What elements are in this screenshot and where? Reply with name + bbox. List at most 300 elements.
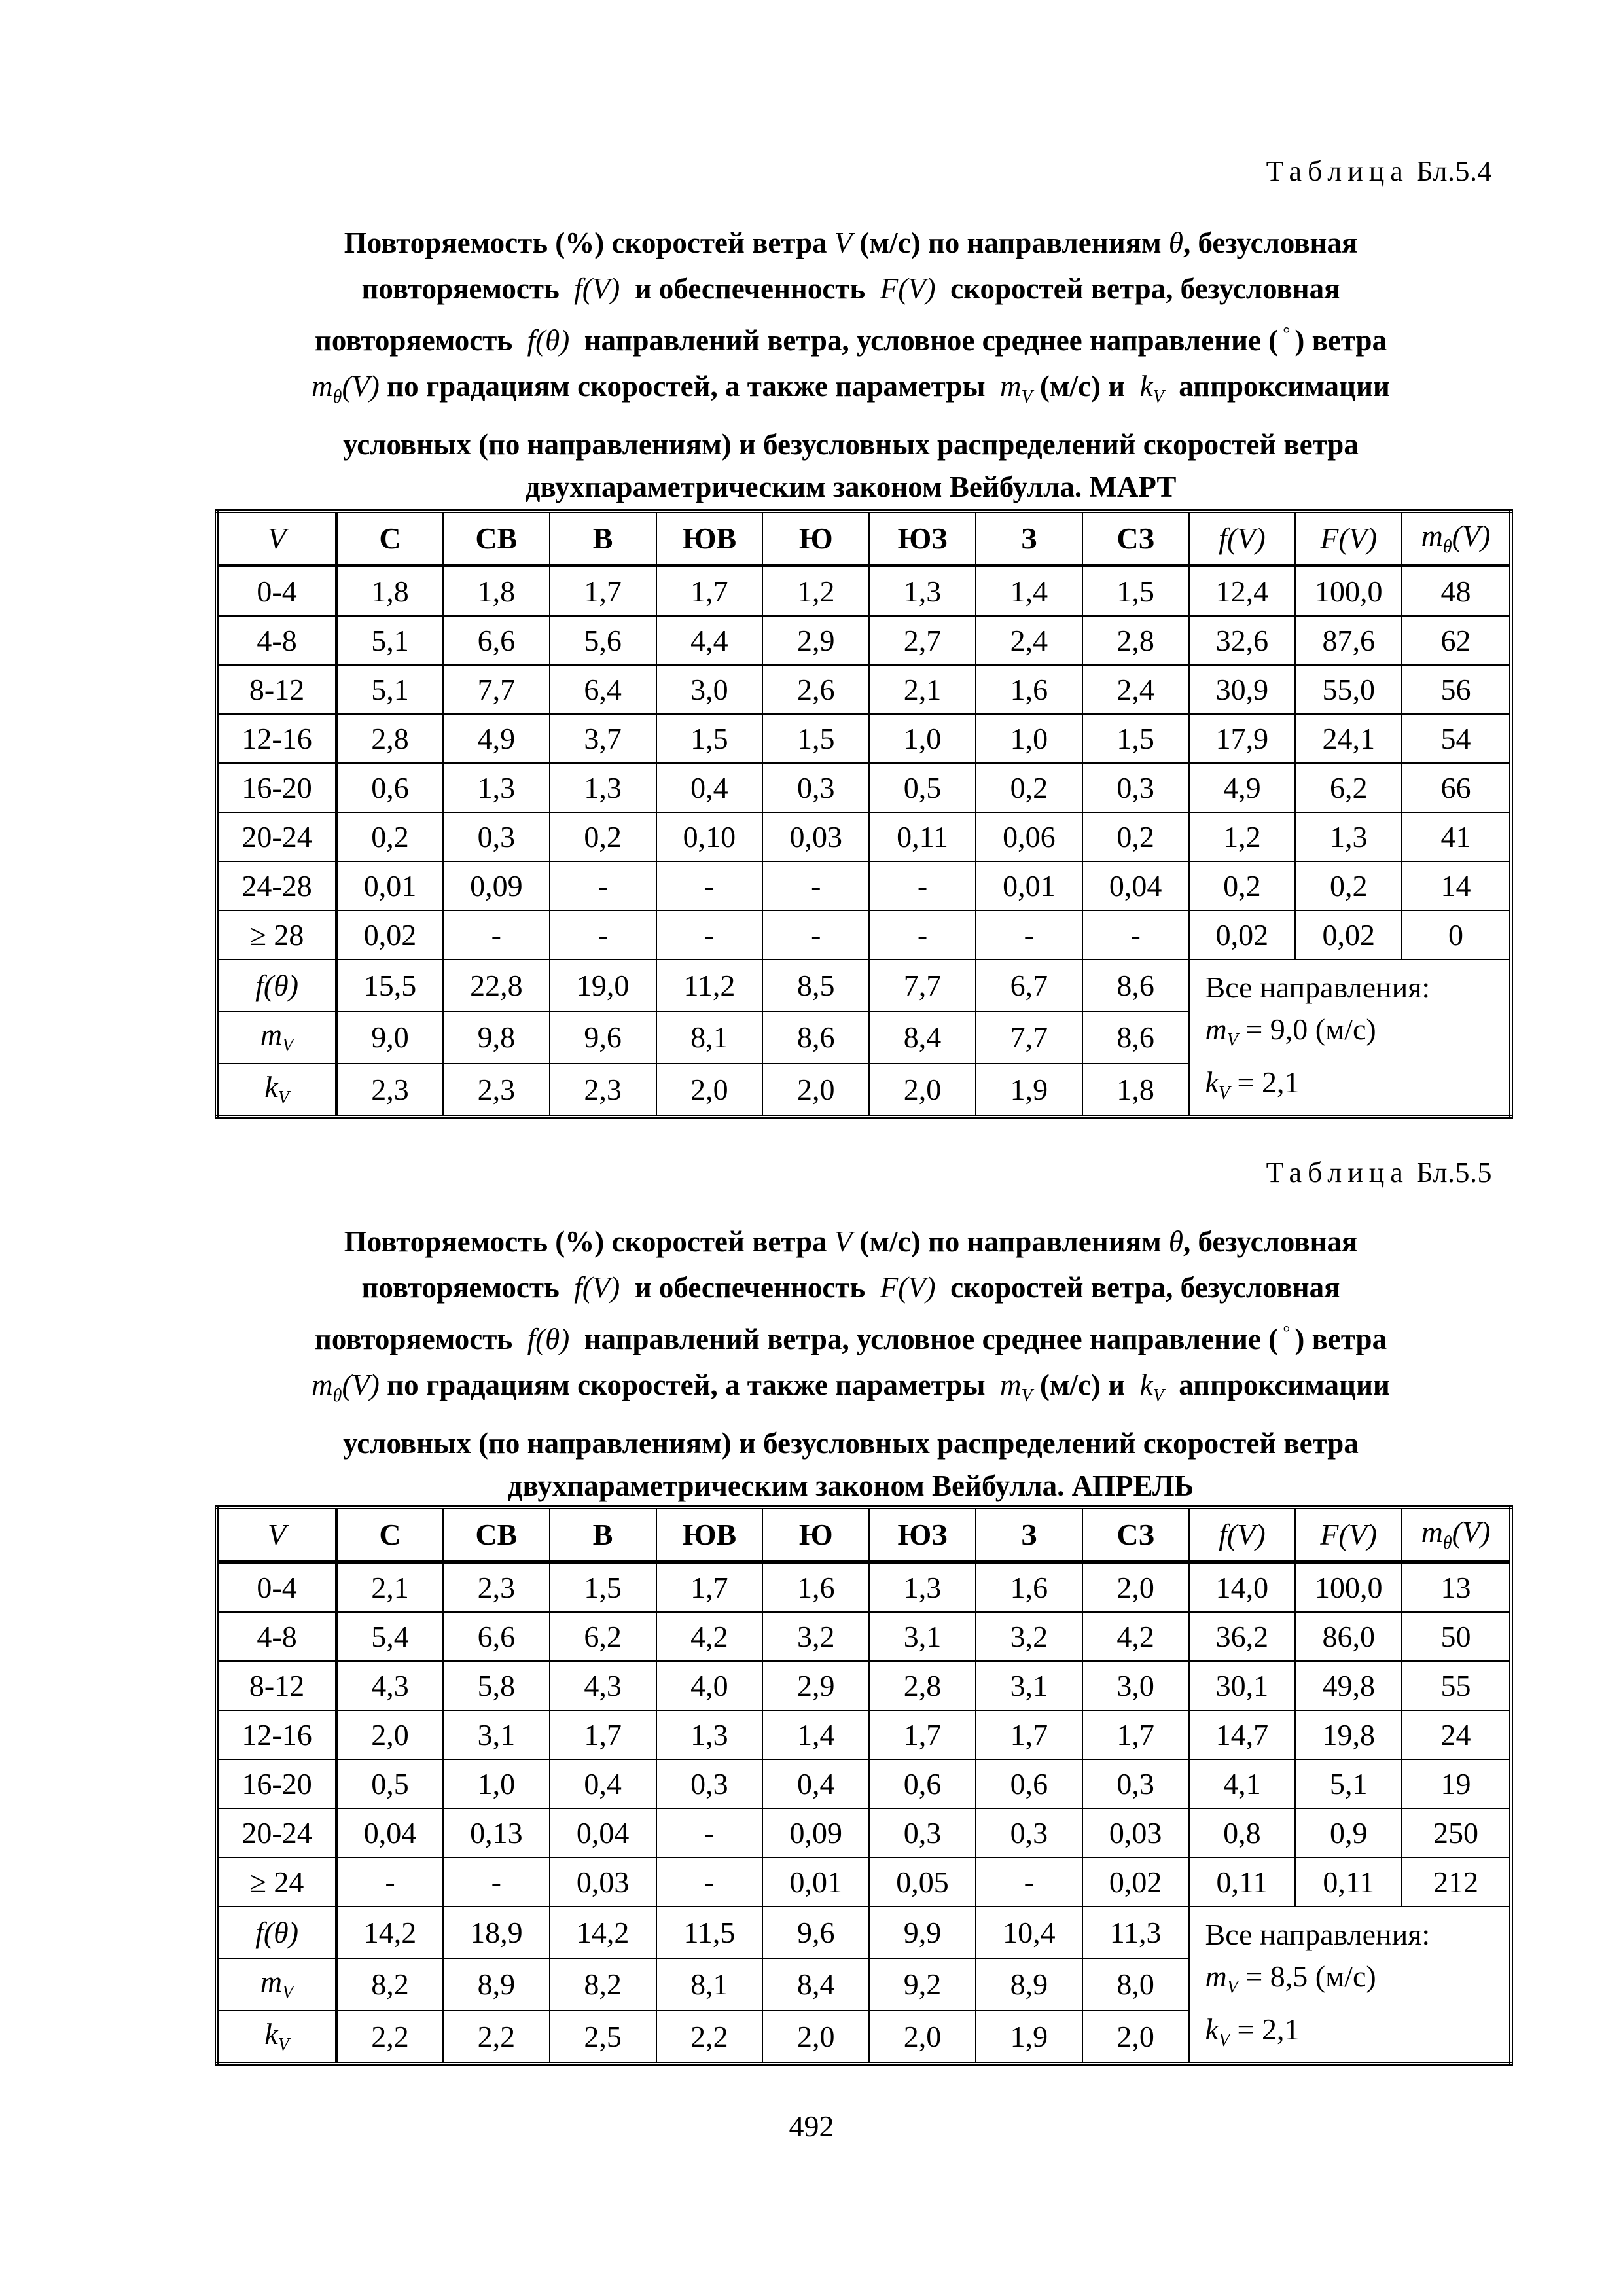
table-cell: 2,3	[443, 1562, 550, 1613]
table-cell: 2,0	[1082, 2011, 1189, 2064]
speed-range-cell: 20-24	[217, 1808, 336, 1857]
table-cell: 8,9	[976, 1958, 1082, 2010]
table-cell: 100,0	[1295, 1562, 1402, 1613]
table-cell: 17,9	[1189, 714, 1296, 763]
table-cell: 0,01	[762, 1857, 869, 1907]
table-cell: 0,5	[869, 763, 976, 812]
caption-text: скоростей ветра, безусловная	[950, 272, 1340, 305]
caption-text: и обеспеченность	[634, 272, 866, 305]
table-cell: 12,4	[1189, 566, 1296, 617]
column-header: В	[550, 511, 656, 566]
table-label	[1266, 1156, 1492, 1189]
table-cell: 14,2	[550, 1907, 656, 1958]
table-row	[217, 861, 1511, 910]
table-cell: 2,0	[869, 2011, 976, 2064]
all-kv-value: = 2,1	[1237, 1066, 1300, 1100]
table-cell: 2,1	[869, 665, 976, 714]
table-cell: 0,02	[1082, 1857, 1189, 1907]
table-cell: 1,5	[1082, 714, 1189, 763]
table-cell: 0,2	[1295, 861, 1402, 910]
table-cell: 1,7	[869, 1710, 976, 1759]
table-cell: 0,02	[1295, 910, 1402, 960]
speed-range-cell: 4-8	[217, 1612, 336, 1661]
column-header: СЗ	[1082, 1507, 1189, 1562]
table-cell: 1,3	[443, 763, 550, 812]
table-cell: 8,4	[762, 1958, 869, 2010]
caption-text: аппроксимации	[1179, 1369, 1390, 1401]
column-header: ЮВ	[656, 511, 763, 566]
table-cell: 4,9	[443, 714, 550, 763]
table-row	[217, 812, 1511, 861]
caption-text: повторяемость	[314, 324, 513, 357]
table-cell: 8,5	[762, 960, 869, 1011]
table-cell: 3,2	[762, 1612, 869, 1661]
table-row	[217, 665, 1511, 714]
table-cell: 32,6	[1189, 616, 1296, 665]
table-cell: 0,06	[976, 812, 1082, 861]
table-cell: 0,11	[1189, 1857, 1296, 1907]
table-cell: 15,5	[336, 960, 443, 1011]
parameter-row-f-theta	[217, 960, 1511, 1011]
table-cell: 0,03	[1082, 1808, 1189, 1857]
caption-text: повторяемость	[361, 272, 560, 305]
table-cell: 1,6	[976, 1562, 1082, 1613]
table-cell: 22,8	[443, 960, 550, 1011]
table-cell: 24	[1402, 1710, 1511, 1759]
caption-text: (м/с) и	[1039, 1369, 1126, 1401]
table-row	[217, 1661, 1511, 1710]
table-cell: 2,3	[550, 1064, 656, 1117]
table-cell: 10,4	[976, 1907, 1082, 1958]
wind-data-table	[215, 1505, 1513, 2066]
table-cell: 1,4	[762, 1710, 869, 1759]
parameter-label: f(θ)	[217, 960, 336, 1011]
all-directions-summary	[1189, 1907, 1511, 2064]
all-mv-value: = 8,5 (м/с)	[1245, 1960, 1376, 1993]
column-header: $m_\theta(V)$	[1402, 1507, 1511, 1562]
table-label	[1266, 154, 1492, 188]
table-cell: 4,4	[656, 616, 763, 665]
table-row	[217, 616, 1511, 665]
table-cell: 8,2	[550, 1958, 656, 2010]
column-header: З	[976, 1507, 1082, 1562]
table-row	[217, 1710, 1511, 1759]
table-cell: 86,0	[1295, 1612, 1402, 1661]
table-cell: 0,02	[336, 910, 443, 960]
table-cell: 6,7	[976, 960, 1082, 1011]
table-row	[217, 1612, 1511, 1661]
table-cell: 0,01	[976, 861, 1082, 910]
table-cell: 7,7	[869, 960, 976, 1011]
table-cell: 0,03	[550, 1857, 656, 1907]
table-cell: 0,10	[656, 812, 763, 861]
caption-text: условных (по направлениям) и безусловных распределений скоростей ветра	[343, 1427, 1359, 1460]
table-cell: 1,3	[656, 1710, 763, 1759]
column-header: F(V)	[1295, 511, 1402, 566]
caption-text: ) ветра	[1294, 324, 1387, 357]
table-cell: 1,6	[976, 665, 1082, 714]
table-cell: 1,8	[336, 566, 443, 617]
table-cell: 0,4	[550, 1759, 656, 1808]
column-header: ЮЗ	[869, 511, 976, 566]
table-cell: 19,0	[550, 960, 656, 1011]
table-cell: -	[443, 1857, 550, 1907]
table-cell: -	[1082, 910, 1189, 960]
table-cell: 8,0	[1082, 1958, 1189, 2010]
caption-text: направлений ветра, условное среднее направление (	[584, 324, 1279, 357]
parameter-row-f-theta	[217, 1907, 1511, 1958]
table-cell: 2,3	[336, 1064, 443, 1117]
table-cell: 1,5	[550, 1562, 656, 1613]
table-cell: 2,2	[336, 2011, 443, 2064]
table-cell: 1,0	[869, 714, 976, 763]
table-cell: 2,9	[762, 616, 869, 665]
table-cell: 4,3	[336, 1661, 443, 1710]
table-cell: 212	[1402, 1857, 1511, 1907]
table-cell: 8,2	[336, 1958, 443, 2010]
table-cell: 2,0	[762, 2011, 869, 2064]
table-cell: 4,2	[1082, 1612, 1189, 1661]
table-row	[217, 714, 1511, 763]
table-cell: 0,09	[762, 1808, 869, 1857]
all-directions-kv: $k_V = 2,1$	[1205, 2013, 1300, 2051]
table-cell: 4,9	[1189, 763, 1296, 812]
caption-text: двухпараметрическим законом Вейбулла. АПРЕЛЬ	[507, 1469, 1194, 1502]
table-cell: -	[550, 861, 656, 910]
table-cell: 9,2	[869, 1958, 976, 2010]
table-cell: 2,8	[869, 1661, 976, 1710]
table-cell: 2,6	[762, 665, 869, 714]
table-cell: 9,9	[869, 1907, 976, 1958]
speed-range-cell: 12-16	[217, 1710, 336, 1759]
table-cell: 14	[1402, 861, 1511, 910]
table-cell: 0,2	[550, 812, 656, 861]
table-cell: 4,1	[1189, 1759, 1296, 1808]
parameter-label: f(θ)	[217, 1907, 336, 1958]
table-cell: 2,2	[656, 2011, 763, 2064]
column-header: З	[976, 511, 1082, 566]
table-cell: 4,0	[656, 1661, 763, 1710]
table-cell: 250	[1402, 1808, 1511, 1857]
caption-text: по градациям скоростей, а также параметры	[387, 370, 986, 403]
table-cell: 49,8	[1295, 1661, 1402, 1710]
table-cell: 9,8	[443, 1011, 550, 1063]
table-cell: 3,0	[1082, 1661, 1189, 1710]
speed-range-cell: 16-20	[217, 1759, 336, 1808]
table-row	[217, 910, 1511, 960]
table-cell: 2,7	[869, 616, 976, 665]
table-cell: 11,3	[1082, 1907, 1189, 1958]
all-directions-summary	[1189, 960, 1511, 1117]
table-cell: 0,04	[550, 1808, 656, 1857]
table-cell: 6,2	[550, 1612, 656, 1661]
table-row	[217, 1857, 1511, 1907]
table-cell: 8,4	[869, 1011, 976, 1063]
table-cell: 24,1	[1295, 714, 1402, 763]
caption-text: скоростей ветра, безусловная	[950, 1271, 1340, 1304]
table-cell: 2,4	[976, 616, 1082, 665]
table-row	[217, 566, 1511, 617]
all-directions-kv: $k_V = 2,1$	[1205, 1066, 1300, 1104]
table-cell: -	[656, 1808, 763, 1857]
table-cell: -	[656, 910, 763, 960]
table-cell: 0,9	[1295, 1808, 1402, 1857]
column-header: V	[217, 511, 336, 566]
column-header: $m_\theta(V)$	[1402, 511, 1511, 566]
table-cell: 3,2	[976, 1612, 1082, 1661]
wind-data-table	[215, 509, 1513, 1119]
table-cell: 2,0	[762, 1064, 869, 1117]
table-cell: 1,7	[1082, 1710, 1189, 1759]
caption-text: (м/с) и	[1039, 370, 1126, 403]
table-cell: 1,3	[869, 566, 976, 617]
table-cell: 9,6	[762, 1907, 869, 1958]
table-cell: 7,7	[443, 665, 550, 714]
table-cell: 1,8	[443, 566, 550, 617]
table-cell: 7,7	[976, 1011, 1082, 1063]
table-cell: 18,9	[443, 1907, 550, 1958]
all-directions-label: Все направления:	[1205, 971, 1431, 1004]
table-label-word: Таблица	[1266, 1157, 1409, 1189]
table-cell: -	[976, 910, 1082, 960]
table-cell: 3,1	[443, 1710, 550, 1759]
table-cell: 0,2	[1189, 861, 1296, 910]
table-cell: 2,8	[336, 714, 443, 763]
table-cell: 0,3	[976, 1808, 1082, 1857]
caption-text: условных (по направлениям) и безусловных распределений скоростей ветра	[343, 428, 1359, 461]
caption-text: (м/с) по направлениям	[859, 226, 1162, 259]
caption-text: аппроксимации	[1179, 370, 1390, 403]
column-header: СВ	[443, 1507, 550, 1562]
table-cell: 30,1	[1189, 1661, 1296, 1710]
all-directions-label: Все направления:	[1205, 1918, 1431, 1951]
column-header: f(V)	[1189, 1507, 1296, 1562]
all-directions-mv: $m_V = 9,0$ (м/с)	[1205, 1013, 1376, 1051]
table-cell: 0,05	[869, 1857, 976, 1907]
table-cell: 1,3	[550, 763, 656, 812]
table-cell: 0,3	[869, 1808, 976, 1857]
table-cell: 0,04	[336, 1808, 443, 1857]
table-cell: 0,2	[976, 763, 1082, 812]
table-cell: 0,3	[1082, 763, 1189, 812]
table-cell: -	[762, 910, 869, 960]
speed-range-cell: 8-12	[217, 1661, 336, 1710]
table-cell: 50	[1402, 1612, 1511, 1661]
table-cell: 87,6	[1295, 616, 1402, 665]
table-cell: 2,3	[443, 1064, 550, 1117]
table-cell: 5,4	[336, 1612, 443, 1661]
table-cell: 1,5	[1082, 566, 1189, 617]
caption-text: и обеспеченность	[634, 1271, 866, 1304]
column-header: F(V)	[1295, 1507, 1402, 1562]
page-number: 492	[789, 2109, 834, 2143]
table-cell: 1,7	[656, 1562, 763, 1613]
table-cell: 54	[1402, 714, 1511, 763]
column-header: f(V)	[1189, 511, 1296, 566]
table-cell: 0,4	[762, 1759, 869, 1808]
table-cell: 1,2	[1189, 812, 1296, 861]
table-cell: 14,2	[336, 1907, 443, 1958]
table-cell: 0	[1402, 910, 1511, 960]
caption-text: повторяемость	[361, 1271, 560, 1304]
table-cell: 0,03	[762, 812, 869, 861]
caption-text: по градациям скоростей, а также параметры	[387, 1369, 986, 1401]
table-cell: 6,4	[550, 665, 656, 714]
table-cell: 0,11	[869, 812, 976, 861]
parameter-label: $m_V$	[217, 1011, 336, 1063]
table-cell: -	[869, 861, 976, 910]
table-cell: 56	[1402, 665, 1511, 714]
table-cell: 2,0	[869, 1064, 976, 1117]
caption-text: Повторяемость (%) скоростей ветра	[344, 1225, 827, 1258]
table-cell: 0,6	[869, 1759, 976, 1808]
table-cell: 13	[1402, 1562, 1511, 1613]
table-cell: 8,1	[656, 1011, 763, 1063]
speed-range-cell: 8-12	[217, 665, 336, 714]
table-cell: 0,3	[1082, 1759, 1189, 1808]
speed-range-cell: ≥ 28	[217, 910, 336, 960]
table-cell: 3,0	[656, 665, 763, 714]
table-cell: 2,8	[1082, 616, 1189, 665]
column-header: СВ	[443, 511, 550, 566]
table-cell: 1,3	[1295, 812, 1402, 861]
table-cell: 6,2	[1295, 763, 1402, 812]
table-cell: -	[550, 910, 656, 960]
table-cell: 1,3	[869, 1562, 976, 1613]
column-header: Ю	[762, 1507, 869, 1562]
table-cell: 19,8	[1295, 1710, 1402, 1759]
table-cell: 100,0	[1295, 566, 1402, 617]
table-caption: Повторяемость (%) скоростей ветра V (м/с) по направлениям θ, безусловная повторяемость f(V) и обеспеченность F(V) скоростей ветра, безусловная повторяемость f(θ) направлений ветра, условное среднее направление ( ° ) ветра $m_\theta(V)$ по градациям скоростей, а также параметры $m_V$ (м/с) и $k_V$ аппроксимации условных (по направлениям) и безусловных распределений скоростей ветра двухпараметрическим законом Вейбулла. АПРЕЛЬ	[236, 1219, 1466, 1504]
table-cell: 2,0	[336, 1710, 443, 1759]
table-cell: 0,8	[1189, 1808, 1296, 1857]
table-caption: Повторяемость (%) скоростей ветра V (м/с) по направлениям θ, безусловная повторяемость f(V) и обеспеченность F(V) скоростей ветра, безусловная повторяемость f(θ) направлений ветра, условное среднее направление ( ° ) ветра $m_\theta(V)$ по градациям скоростей, а также параметры $m_V$ (м/с) и $k_V$ аппроксимации условных (по направлениям) и безусловных распределений скоростей ветра двухпараметрическим законом Вейбулла. МАРТ	[236, 220, 1466, 505]
table-cell: 5,1	[336, 616, 443, 665]
column-header: СЗ	[1082, 511, 1189, 566]
table-cell: 1,7	[550, 1710, 656, 1759]
table-cell: 6,6	[443, 1612, 550, 1661]
table-row	[217, 1562, 1511, 1613]
table-cell: 41	[1402, 812, 1511, 861]
all-directions-mv: $m_V = 8,5$ (м/с)	[1205, 1960, 1376, 1998]
table-cell: 11,5	[656, 1907, 763, 1958]
column-header: Ю	[762, 511, 869, 566]
table-cell: 66	[1402, 763, 1511, 812]
table-cell: 2,0	[656, 1064, 763, 1117]
caption-text: , безусловная	[1183, 1225, 1358, 1258]
table-cell: 0,11	[1295, 1857, 1402, 1907]
speed-range-cell: 12-16	[217, 714, 336, 763]
table-cell: 1,4	[976, 566, 1082, 617]
table-cell: 3,1	[976, 1661, 1082, 1710]
table-cell: 0,2	[336, 812, 443, 861]
table-cell: 14,0	[1189, 1562, 1296, 1613]
parameter-label: $k_V$	[217, 1064, 336, 1117]
column-header: V	[217, 1507, 336, 1562]
table-cell: 1,9	[976, 1064, 1082, 1117]
table-label-word: Таблица	[1266, 155, 1409, 187]
speed-range-cell: 20-24	[217, 812, 336, 861]
table-cell: 0,02	[1189, 910, 1296, 960]
table-cell: -	[656, 861, 763, 910]
table-cell: 55,0	[1295, 665, 1402, 714]
caption-text: , безусловная	[1183, 226, 1358, 259]
table-cell: 0,3	[762, 763, 869, 812]
table-cell: -	[869, 910, 976, 960]
table-cell: 8,6	[1082, 960, 1189, 1011]
table-cell: 4,2	[656, 1612, 763, 1661]
table-row	[217, 1759, 1511, 1808]
speed-range-cell: ≥ 24	[217, 1857, 336, 1907]
table-cell: 48	[1402, 566, 1511, 617]
table-cell: 4,3	[550, 1661, 656, 1710]
table-cell: -	[762, 861, 869, 910]
table-cell: 5,1	[1295, 1759, 1402, 1808]
column-header: ЮЗ	[869, 1507, 976, 1562]
table-cell: 2,1	[336, 1562, 443, 1613]
table-cell: 3,1	[869, 1612, 976, 1661]
caption-text: направлений ветра, условное среднее направление (	[584, 1323, 1279, 1355]
table-header-row	[217, 1507, 1511, 1562]
table-cell: 8,1	[656, 1958, 763, 2010]
caption-text: повторяемость	[314, 1323, 513, 1355]
table-cell: 3,7	[550, 714, 656, 763]
caption-text: двухпараметрическим законом Вейбулла. МАРТ	[525, 471, 1177, 503]
table-cell: 1,5	[656, 714, 763, 763]
table-label-number: Бл.5.4	[1416, 155, 1492, 187]
table-cell: 1,6	[762, 1562, 869, 1613]
caption-text: (м/с) по направлениям	[859, 1225, 1162, 1258]
table-cell: 55	[1402, 1661, 1511, 1710]
speed-range-cell: 0-4	[217, 1562, 336, 1613]
speed-range-cell: 24-28	[217, 861, 336, 910]
all-kv-value: = 2,1	[1237, 2013, 1300, 2047]
table-cell: 8,9	[443, 1958, 550, 2010]
table-cell: 1,7	[976, 1710, 1082, 1759]
table-cell: 1,7	[656, 566, 763, 617]
table-cell: -	[336, 1857, 443, 1907]
table-cell: 0,04	[1082, 861, 1189, 910]
table-cell: 2,4	[1082, 665, 1189, 714]
table-cell: 0,09	[443, 861, 550, 910]
table-cell: 5,1	[336, 665, 443, 714]
parameter-label: $m_V$	[217, 1958, 336, 2010]
caption-text: Повторяемость (%) скоростей ветра	[344, 226, 827, 259]
table-cell: 5,8	[443, 1661, 550, 1710]
speed-range-cell: 4-8	[217, 616, 336, 665]
table-cell: -	[976, 1857, 1082, 1907]
table-cell: 0,2	[1082, 812, 1189, 861]
table-row	[217, 763, 1511, 812]
caption-text: ) ветра	[1294, 1323, 1387, 1355]
table-cell: 30,9	[1189, 665, 1296, 714]
table-cell: 1,7	[550, 566, 656, 617]
table-cell: 1,0	[976, 714, 1082, 763]
table-cell: 2,9	[762, 1661, 869, 1710]
table-cell: 8,6	[1082, 1011, 1189, 1063]
table-cell: 0,3	[443, 812, 550, 861]
table-cell: 11,2	[656, 960, 763, 1011]
column-header: В	[550, 1507, 656, 1562]
table-cell: -	[443, 910, 550, 960]
table-cell: 1,2	[762, 566, 869, 617]
table-cell: 9,0	[336, 1011, 443, 1063]
table-cell: 5,6	[550, 616, 656, 665]
table-header-row	[217, 511, 1511, 566]
table-cell: 0,6	[976, 1759, 1082, 1808]
table-cell: 0,6	[336, 763, 443, 812]
table-cell: 0,4	[656, 763, 763, 812]
